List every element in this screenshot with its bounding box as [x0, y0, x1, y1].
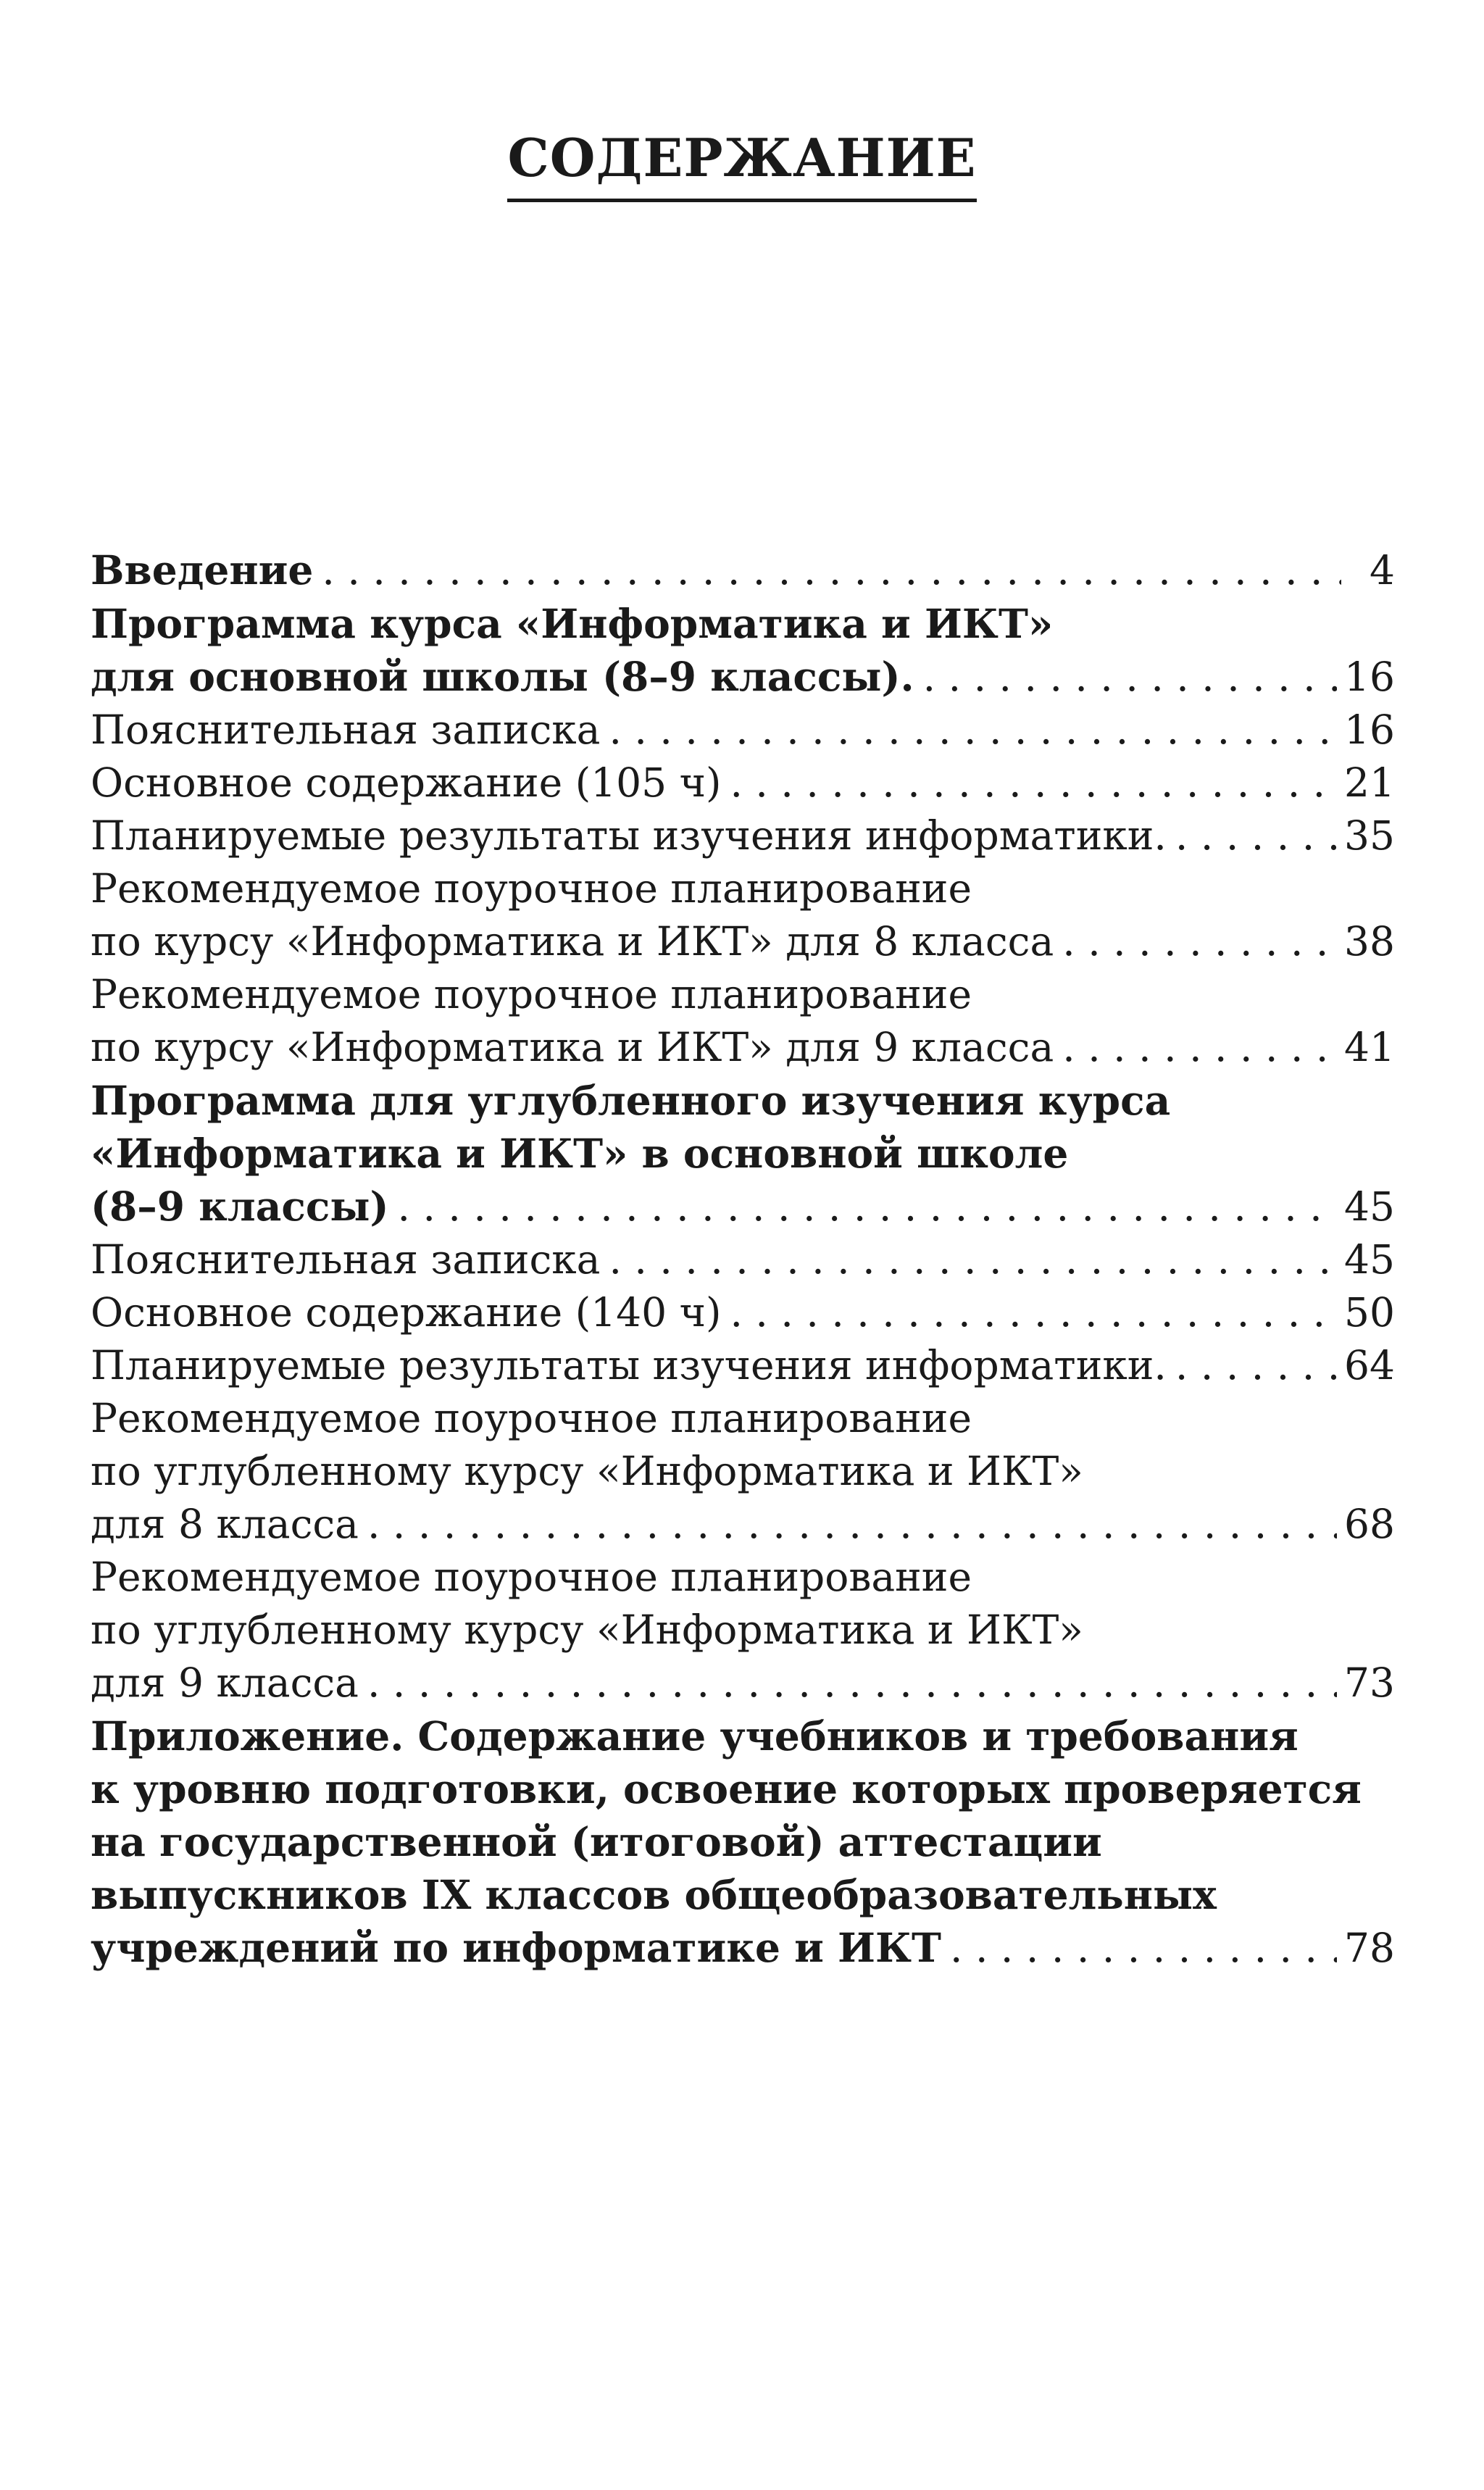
page-number: 16 — [1344, 707, 1395, 753]
toc-entry[interactable] — [91, 1392, 1395, 1551]
toc-entry-title-line: Программа для углубленного изучения курса — [91, 1077, 1171, 1124]
toc-entry-last-line — [91, 757, 1395, 809]
page-number: 16 — [1344, 654, 1395, 700]
toc-entry-title-line: выпускников IX классов общеобразовательных — [91, 1871, 1217, 1918]
toc-entry-title-line: (8–9 классы) — [91, 1183, 389, 1230]
toc-entry-title-line: по углубленному курсу «Информатика и ИКТ» — [91, 1607, 1083, 1653]
toc-entry[interactable] — [91, 1286, 1395, 1339]
toc-entry[interactable] — [91, 968, 1395, 1074]
dot-leader — [1054, 915, 1337, 968]
toc-entry-title-line: Введение — [91, 546, 314, 594]
toc-entry[interactable] — [91, 862, 1395, 968]
toc-entry-last-line — [91, 1021, 1395, 1074]
page-number: 45 — [1344, 1183, 1395, 1230]
dot-leader — [1054, 1021, 1337, 1074]
dot-leader — [359, 1657, 1337, 1710]
toc-entry-title-line: Рекомендуемое поурочное планирование — [91, 1395, 972, 1441]
dot-leader — [388, 1181, 1337, 1233]
toc-entry-title-line: по курсу «Информатика и ИКТ» для 8 класса — [91, 918, 1054, 965]
dot-leader — [313, 544, 1341, 597]
page-number: 21 — [1344, 759, 1395, 806]
toc-entry[interactable] — [91, 1710, 1395, 1975]
toc-entry-title-line: Пояснительная записка — [91, 1236, 601, 1283]
toc-entry-last-line — [91, 1286, 1395, 1339]
dot-leader — [721, 1286, 1337, 1339]
page-number: 4 — [1370, 547, 1395, 594]
toc-entry-title-line: Основное содержание (140 ч) — [91, 1289, 722, 1336]
page-number: 38 — [1344, 918, 1395, 965]
toc-entry[interactable] — [91, 597, 1395, 704]
toc-entry-last-line — [91, 544, 1395, 597]
table-of-contents — [91, 544, 1395, 1975]
toc-entry[interactable] — [91, 1551, 1395, 1710]
dot-leader — [1167, 1339, 1337, 1392]
toc-entry[interactable] — [91, 757, 1395, 809]
toc-entry-title-line: Основное содержание (105 ч) — [91, 759, 722, 806]
page-number: 73 — [1344, 1660, 1395, 1706]
toc-entry-last-line — [91, 1180, 1395, 1233]
toc-entry-title-line: Планируемые результаты изучения информатики. — [91, 1342, 1167, 1388]
toc-entry[interactable] — [91, 809, 1395, 862]
toc-entry-last-line — [91, 1498, 1395, 1551]
dot-leader — [359, 1498, 1337, 1551]
toc-entry-last-line — [91, 1657, 1395, 1710]
page-title-text: СОДЕРЖАНИЕ — [507, 132, 976, 202]
toc-entry-title-line: на государственной (итоговой) аттестации — [91, 1818, 1102, 1865]
toc-entry-title-line: по углубленному курсу «Информатика и ИКТ» — [91, 1448, 1083, 1494]
toc-entry[interactable] — [91, 704, 1395, 757]
dot-leader — [600, 1233, 1337, 1286]
dot-leader — [600, 704, 1337, 757]
toc-entry-title-line: для 9 класса — [91, 1660, 359, 1706]
toc-entry-title-line: для основной школы (8–9 классы). — [91, 653, 914, 700]
toc-entry-title-line: Рекомендуемое поурочное планирование — [91, 865, 972, 912]
page-number: 35 — [1344, 812, 1395, 859]
toc-entry-last-line — [91, 650, 1395, 704]
toc-entry-last-line — [91, 1921, 1395, 1975]
dot-leader — [721, 757, 1337, 809]
page-number: 64 — [1344, 1342, 1395, 1388]
toc-entry[interactable] — [91, 1233, 1395, 1286]
page-number: 41 — [1344, 1024, 1395, 1070]
toc-entry[interactable] — [91, 1074, 1395, 1233]
page-number: 45 — [1344, 1236, 1395, 1283]
toc-entry[interactable] — [91, 544, 1395, 597]
toc-entry-last-line — [91, 704, 1395, 757]
dot-leader — [941, 1922, 1337, 1975]
dot-leader — [1167, 809, 1337, 862]
page-number: 50 — [1344, 1289, 1395, 1336]
page-number: 68 — [1344, 1501, 1395, 1547]
toc-entry-title-line: к уровню подготовки, освоение которых проверяется — [91, 1765, 1362, 1812]
page-title — [0, 127, 1484, 202]
toc-entry-title-line: Пояснительная записка — [91, 707, 601, 753]
toc-entry-last-line — [91, 1339, 1395, 1392]
toc-entry-title-line: для 8 класса — [91, 1501, 359, 1547]
toc-entry-title-line: Рекомендуемое поурочное планирование — [91, 971, 972, 1017]
toc-entry-title-line: по курсу «Информатика и ИКТ» для 9 класса — [91, 1024, 1054, 1070]
toc-entry-last-line — [91, 809, 1395, 862]
toc-entry-last-line — [91, 1233, 1395, 1286]
toc-entry-title-line: Программа курса «Информатика и ИКТ» — [91, 600, 1054, 647]
dot-leader — [914, 651, 1337, 704]
toc-entry-title-line: Планируемые результаты изучения информатики. — [91, 812, 1167, 859]
toc-entry-last-line — [91, 915, 1395, 968]
toc-entry-title-line: учреждений по информатике и ИКТ — [91, 1924, 941, 1971]
page-number: 78 — [1344, 1925, 1395, 1971]
toc-entry-title-line: Приложение. Содержание учебников и требования — [91, 1712, 1298, 1760]
toc-entry[interactable] — [91, 1339, 1395, 1392]
toc-entry-title-line: Рекомендуемое поурочное планирование — [91, 1554, 972, 1600]
toc-entry-title-line: «Информатика и ИКТ» в основной школе — [91, 1130, 1069, 1177]
